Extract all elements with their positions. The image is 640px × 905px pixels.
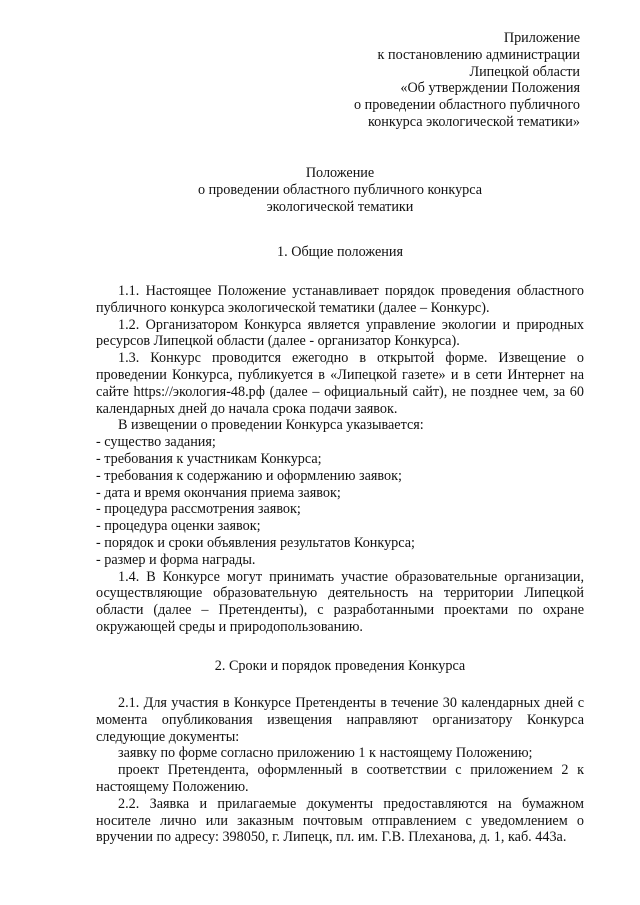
- paragraph: проект Претендента, оформленный в соответствии с приложением 2 к настоящему Положению.: [96, 762, 584, 795]
- document-title: [96, 165, 584, 215]
- appendix-line: «Об утверждении Положения: [400, 80, 580, 97]
- section-heading: 2. Сроки и порядок проведения Конкурса: [214, 658, 466, 674]
- paragraph: 1.1. Настоящее Положение устанавливает порядок проведения областного публичного конкурса экологической тематики (далее – Конкурс).: [96, 283, 584, 316]
- paragraph: 2.1. Для участия в Конкурсе Претенденты в течение 30 календарных дней с момента опубликования извещения направляют организатору Конкурса следующие документы:: [96, 695, 584, 745]
- paragraph: 1.2. Организатором Конкурса является управление экологии и природных ресурсов Липецкой области (далее - организатор Конкурса).: [96, 316, 584, 350]
- paragraph: 1.4. В Конкурсе могут принимать участие образовательные организации, осуществляющие образовательную деятельность на территории Липецкой области (далее – Претенденты), с разработанными проектами по охране окружающей среды и природопользованию.: [96, 568, 584, 635]
- list-item: - дата и время окончания приема заявок;: [96, 484, 341, 501]
- requirements-list: [96, 434, 584, 568]
- paragraph: В извещении о проведении Конкурса указывается:: [118, 417, 424, 434]
- list-item: - порядок и сроки объявления результатов Конкурса;: [96, 534, 415, 551]
- appendix-line: Липецкой области: [469, 63, 580, 80]
- paragraph: заявку по форме согласно приложению 1 к настоящему Положению;: [118, 745, 533, 762]
- list-item: - процедура рассмотрения заявок;: [96, 501, 301, 518]
- list-item: - процедура оценки заявок;: [96, 518, 261, 535]
- list-item: - размер и форма награды.: [96, 551, 256, 568]
- appendix-line: конкурса экологической тематики»: [368, 113, 580, 130]
- section-1-body: [96, 283, 584, 636]
- appendix-line: к постановлению администрации: [377, 46, 580, 63]
- appendix-line: о проведении областного публичного: [353, 97, 580, 114]
- appendix-line: Приложение: [503, 30, 580, 46]
- title-line: Положение: [305, 165, 375, 181]
- section-2-body: [96, 695, 584, 846]
- section-heading: 1. Общие положения: [277, 244, 403, 260]
- paragraph: 2.2. Заявка и прилагаемые документы предоставляются на бумажном носителе лично или заказным почтовым отправлением с уведомлением о вручении по адресу: 398050, г. Липецк, пл. им. Г.В. Плеханова, д. 1, каб. 443а.: [96, 795, 584, 846]
- paragraph: 1.3. Конкурс проводится ежегодно в открытой форме. Извещение о проведении Конкурса, публикуется в «Липецкой газете» и в сети Интернет на сайте https://экология-48.рф (далее – официальный сайт), не позднее чем, за 60 календарных дней до начала срока подачи заявок.: [96, 350, 584, 417]
- list-item: - существо задания;: [96, 434, 216, 451]
- appendix-header: [280, 30, 580, 131]
- title-line: экологической тематики: [266, 198, 414, 215]
- title-line: о проведении областного публичного конкурса: [197, 181, 483, 198]
- list-item: - требования к содержанию и оформлению заявок;: [96, 467, 402, 484]
- list-item: - требования к участникам Конкурса;: [96, 450, 322, 467]
